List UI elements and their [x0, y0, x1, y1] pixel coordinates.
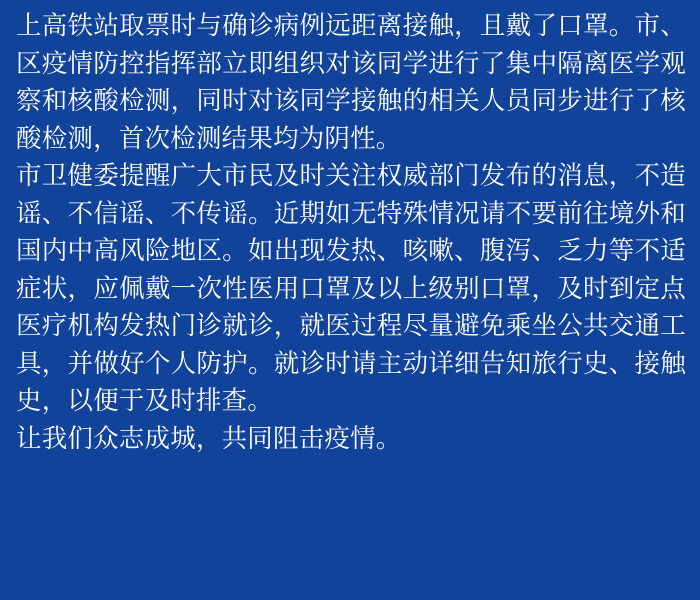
- paragraph-closing-slogan: 让我们众志成城，共同阻击疫情。: [16, 423, 402, 454]
- paragraph-contact-tracing: 上高铁站取票时与确诊病例远距离接触，且戴了口罩。市、区疫情防控指挥部立即组织对该同学进行了集中隔离医学观察和核酸检测，同时对该同学接触的相关人员同步进行了核酸检测，首次检测结果均为阴性。: [16, 11, 686, 154]
- paragraph-health-commission-advice: 市卫健委提醒广大市民及时关注权威部门发布的消息，不造谣、不信谣、不传谣。近期如无特殊情况请不要前往境外和国内中高风险地区。如出现发热、咳嗽、腹泻、乏力等不适症状，应佩戴一次性医用口罩及以上级别口罩，及时到定点医疗机构发热门诊就诊，就医过程尽量避免乘坐公共交通工具，并做好个人防护。就诊时请主动详细告知旅行史、接触史，以便于及时排查。: [16, 161, 686, 416]
- bottom-spacer: [0, 582, 700, 600]
